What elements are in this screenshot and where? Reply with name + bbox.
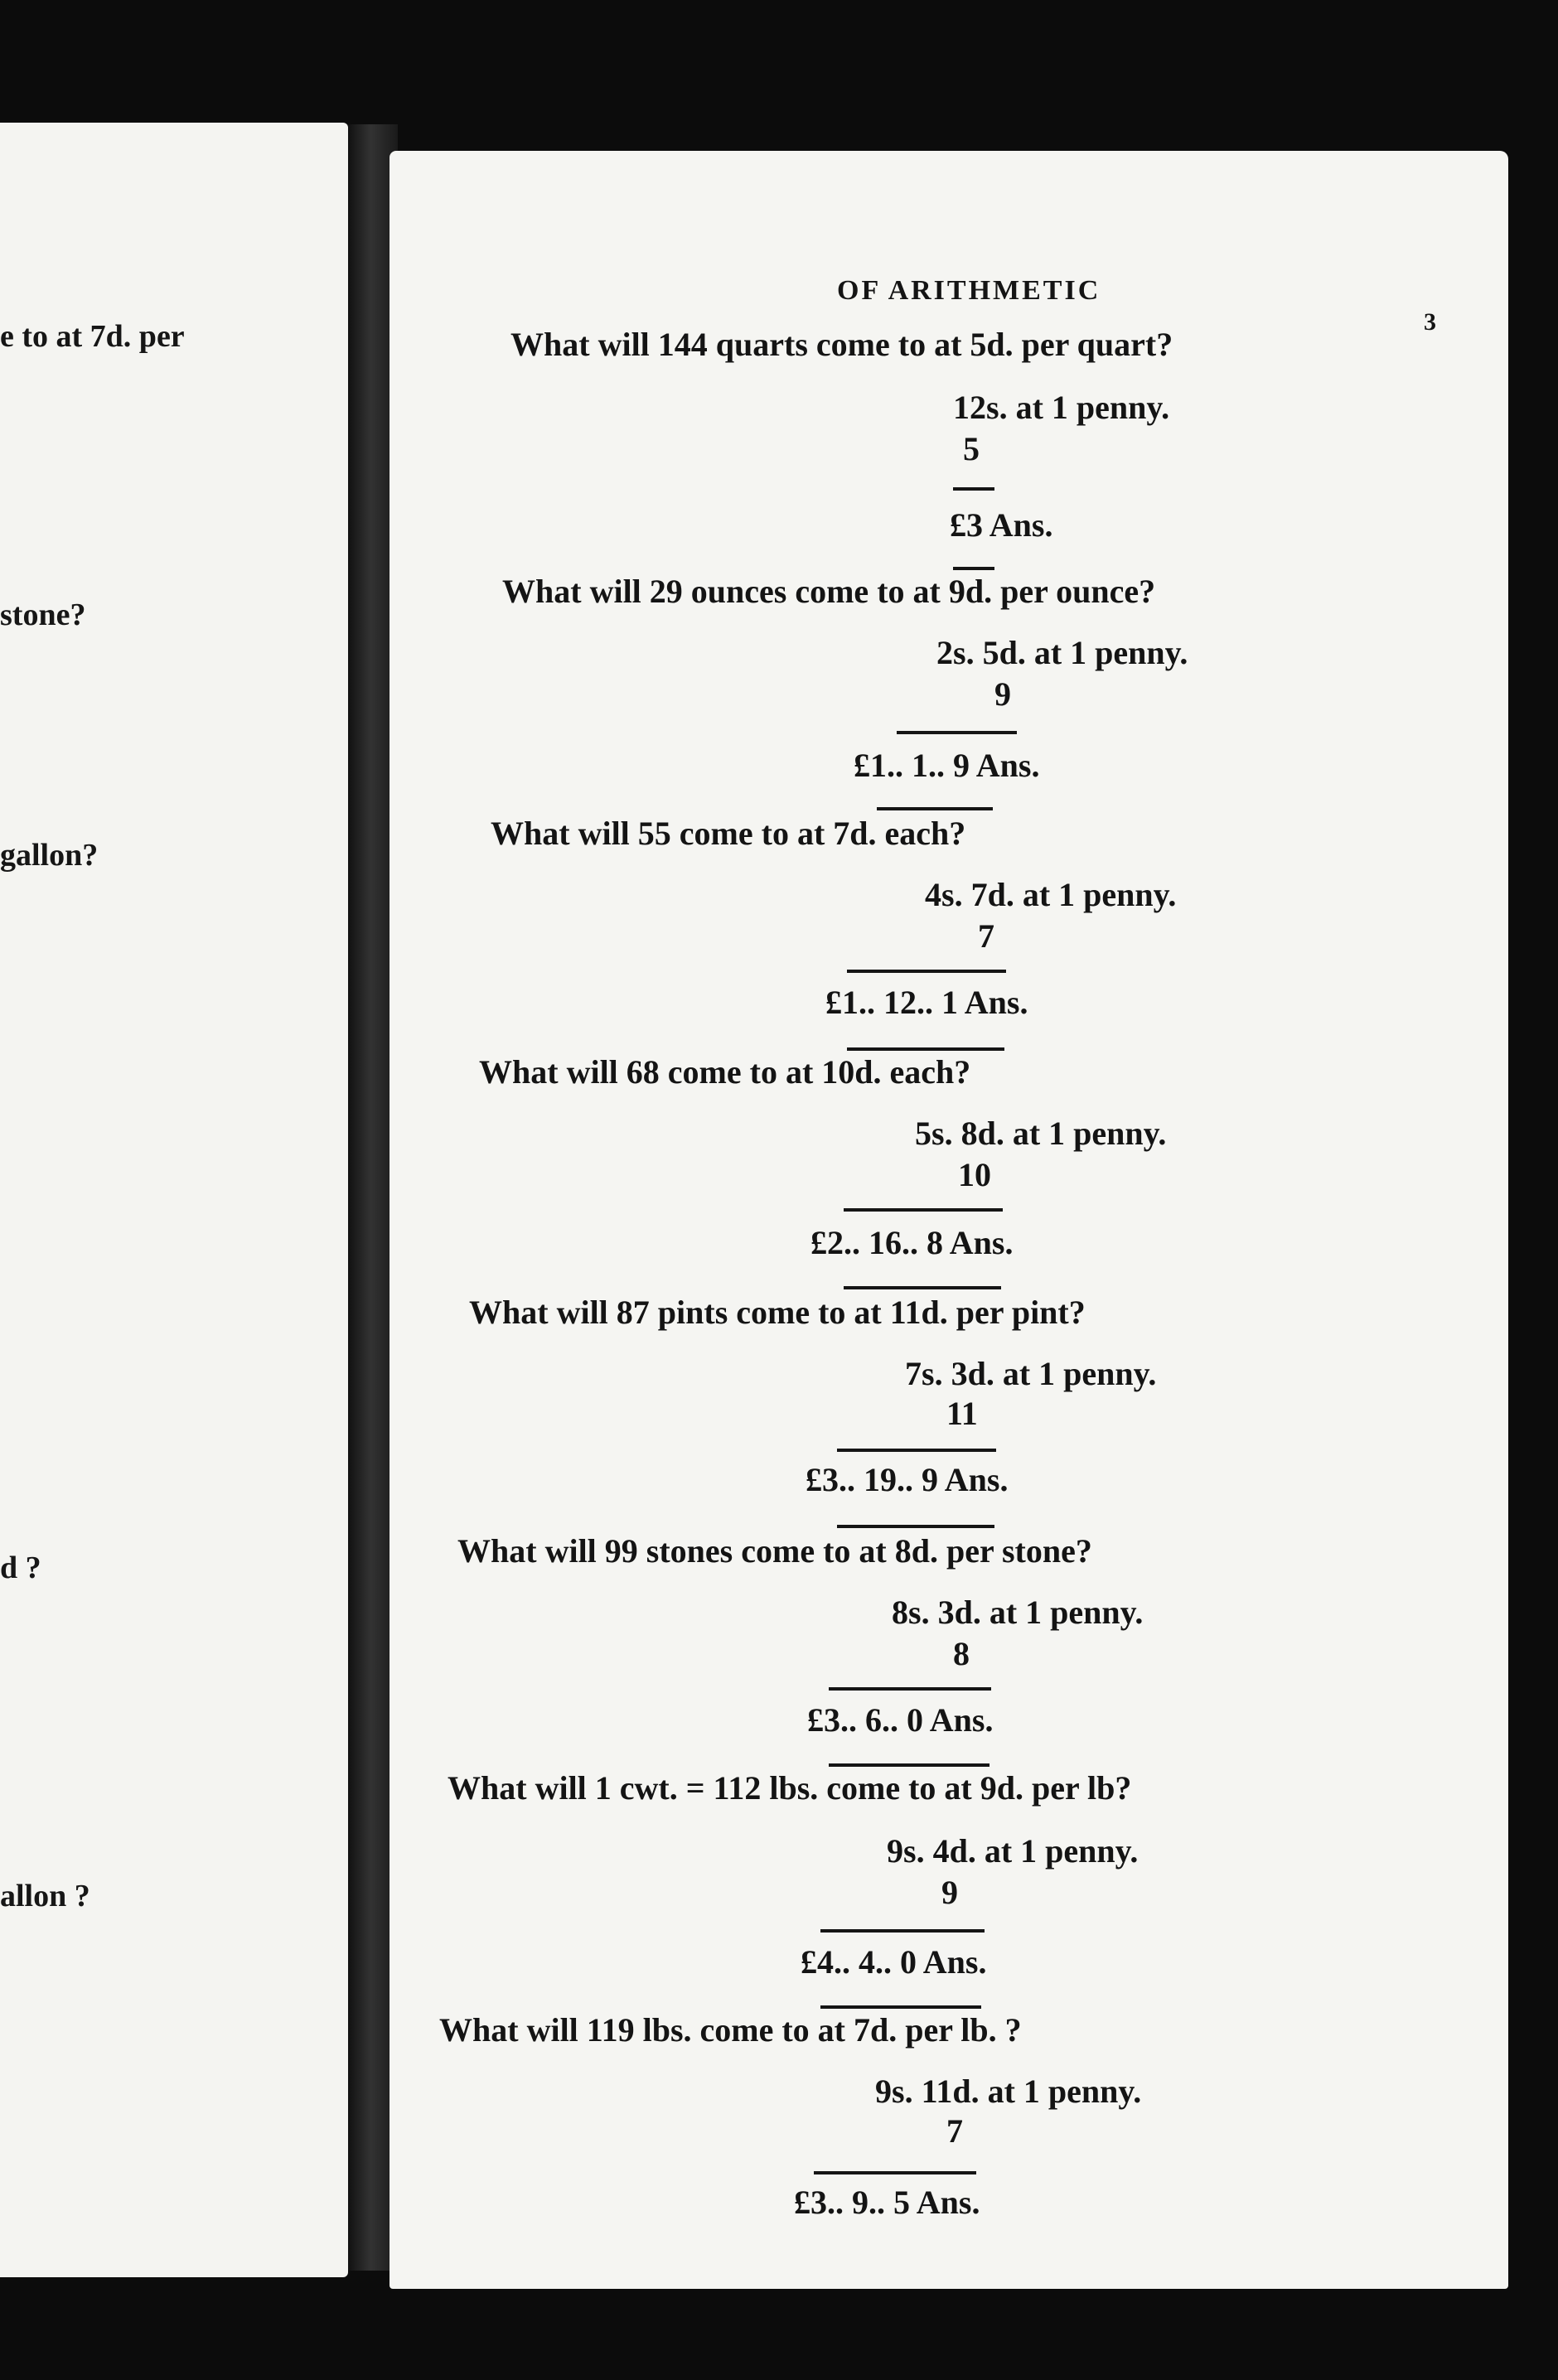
left-fragment: gallon? (0, 838, 99, 873)
problem-question: What will 99 stones come to at 8d. per stone? (457, 1532, 1092, 1570)
sum-rule (837, 1525, 994, 1528)
problem-answer: £3 Ans. (950, 506, 1053, 544)
sum-rule (953, 487, 994, 491)
problem-multiplier: 9 (994, 675, 1011, 713)
left-fragment: stone? (0, 597, 86, 632)
problem-answer: £3.. 19.. 9 Ans. (806, 1461, 1009, 1498)
problem-question: What will 55 come to at 7d. each? (491, 815, 966, 852)
problem-multiplier: 11 (946, 1395, 978, 1432)
sum-rule (897, 731, 1017, 734)
sum-rule (844, 1286, 1001, 1289)
sum-rule (953, 567, 994, 570)
page-header: OF ARITHMETIC (837, 275, 1101, 306)
problem-answer: £1.. 1.. 9 Ans. (854, 747, 1040, 784)
sum-rule (820, 1929, 985, 1933)
problem-answer: £2.. 16.. 8 Ans. (810, 1224, 1014, 1261)
problem-question: What will 144 quarts come to at 5d. per quart? (510, 326, 1173, 363)
sum-rule (837, 1449, 996, 1452)
left-fragment: e to at 7d. per (0, 319, 185, 354)
problem-rate: 5s. 8d. at 1 penny. (915, 1115, 1167, 1152)
sum-rule (877, 807, 993, 810)
problem-multiplier: 8 (953, 1635, 970, 1672)
left-page (0, 123, 348, 2277)
problem-rate: 8s. 3d. at 1 penny. (892, 1594, 1144, 1631)
sum-rule (847, 1047, 1004, 1051)
problem-question: What will 119 lbs. come to at 7d. per lb. ? (439, 2011, 1022, 2049)
problem-answer: £3.. 9.. 5 Ans. (794, 2184, 980, 2221)
problem-rate: 4s. 7d. at 1 penny. (925, 876, 1177, 913)
problem-question: What will 68 come to at 10d. each? (479, 1053, 971, 1091)
problem-answer: £1.. 12.. 1 Ans. (825, 984, 1028, 1021)
problem-multiplier: 7 (946, 2112, 963, 2150)
sum-rule (829, 1763, 989, 1767)
page-number: 3 (1424, 308, 1436, 336)
problem-answer: £3.. 6.. 0 Ans. (807, 1701, 994, 1739)
sum-rule (814, 2171, 976, 2174)
problem-multiplier: 5 (963, 430, 980, 467)
problem-multiplier: 7 (978, 917, 994, 955)
problem-question: What will 29 ounces come to at 9d. per ounce? (502, 573, 1156, 610)
sum-rule (847, 970, 1006, 973)
problem-multiplier: 9 (941, 1874, 958, 1911)
problem-answer: £4.. 4.. 0 Ans. (801, 1943, 987, 1981)
sum-rule (829, 1687, 991, 1691)
problem-rate: 9s. 4d. at 1 penny. (887, 1832, 1139, 1870)
sum-rule (820, 2005, 981, 2009)
right-page (390, 151, 1508, 2289)
left-fragment: allon ? (0, 1879, 90, 1913)
problem-question: What will 87 pints come to at 11d. per pint? (469, 1294, 1086, 1331)
problem-rate: 12s. at 1 penny. (953, 389, 1170, 426)
sum-rule (844, 1208, 1003, 1212)
problem-rate: 9s. 11d. at 1 penny. (875, 2073, 1142, 2110)
problem-rate: 7s. 3d. at 1 penny. (905, 1355, 1157, 1392)
problem-multiplier: 10 (958, 1156, 991, 1193)
problem-rate: 2s. 5d. at 1 penny. (936, 634, 1188, 671)
problem-question: What will 1 cwt. = 112 lbs. come to at 9d. per lb? (448, 1769, 1132, 1807)
left-fragment: d ? (0, 1550, 41, 1585)
